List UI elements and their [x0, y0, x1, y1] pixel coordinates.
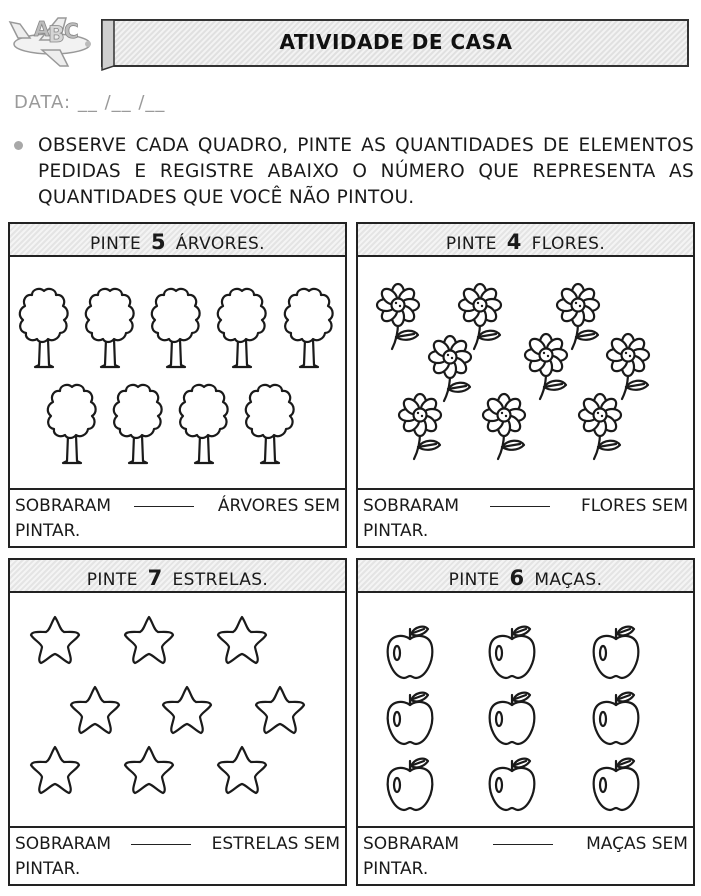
- panel-title: [358, 566, 693, 590]
- title-quantity: 7: [147, 566, 163, 590]
- panel-title: [10, 566, 345, 590]
- flower-icon[interactable]: [576, 395, 634, 461]
- answer-label-right: MAÇAS SEM: [586, 834, 688, 854]
- answer-label-end: PINTAR.: [15, 521, 81, 541]
- panel-title: [358, 230, 693, 254]
- answer-blank[interactable]: [134, 505, 194, 507]
- panel-header: [10, 224, 345, 257]
- tree-icon[interactable]: [150, 285, 202, 369]
- page-title: ATIVIDADE DE CASA: [279, 30, 513, 54]
- apple-icon[interactable]: [590, 625, 642, 681]
- tree-icon[interactable]: [112, 381, 164, 465]
- tree-icon[interactable]: [216, 285, 268, 369]
- title-object: ÁRVORES.: [175, 234, 265, 254]
- panel-stars: [8, 558, 347, 886]
- panel-answer: [10, 488, 345, 546]
- answer-label-end: PINTAR.: [363, 521, 429, 541]
- title-verb: PINTE: [445, 234, 497, 254]
- answer-blank[interactable]: [131, 843, 191, 845]
- answer-label-end: PINTAR.: [363, 859, 429, 879]
- title-object: MAÇAS.: [534, 570, 603, 590]
- answer-label-right: ÁRVORES SEM: [217, 496, 340, 516]
- star-icon[interactable]: [28, 613, 82, 667]
- panel-answer: [10, 826, 345, 884]
- tree-icon[interactable]: [84, 285, 136, 369]
- panel-answer: [358, 826, 693, 884]
- star-icon[interactable]: [253, 683, 307, 737]
- flower-icon[interactable]: [604, 335, 662, 401]
- title-quantity: 4: [506, 230, 522, 254]
- answer-label-left: SOBRARAM: [363, 834, 460, 854]
- star-icon[interactable]: [28, 743, 82, 797]
- apple-icon[interactable]: [384, 625, 436, 681]
- tree-icon[interactable]: [283, 285, 335, 369]
- apple-icon[interactable]: [590, 757, 642, 813]
- tree-icon[interactable]: [18, 285, 70, 369]
- answer-label-left: SOBRARAM: [363, 496, 460, 516]
- instructions-text: OBSERVE CADA QUADRO, PINTE AS QUANTIDADES DE ELEMENTOS PEDIDAS E REGISTRE ABAIXO O NÚMERO QUE REPRESENTA AS QUANTIDADES QUE VOCÊ NÃO PINTOU.: [38, 135, 694, 208]
- logo-airplane-icon: [6, 12, 98, 70]
- answer-label-left: SOBRARAM: [15, 496, 112, 516]
- flower-icon[interactable]: [426, 337, 484, 403]
- panel-header: [358, 224, 693, 257]
- title-verb: PINTE: [86, 570, 138, 590]
- apple-icon[interactable]: [486, 757, 538, 813]
- panel-header: [358, 560, 693, 593]
- flower-icon[interactable]: [480, 395, 538, 461]
- title-quantity: 5: [150, 230, 166, 254]
- answer-label-right: ESTRELAS SEM: [211, 834, 340, 854]
- apple-icon[interactable]: [384, 691, 436, 747]
- answer-blank[interactable]: [490, 505, 550, 507]
- title-object: FLORES.: [531, 234, 606, 254]
- flower-icon[interactable]: [396, 395, 454, 461]
- tree-icon[interactable]: [244, 381, 296, 465]
- svg-text:B: B: [48, 23, 65, 48]
- date-field-label: DATA: __ /__ /__: [14, 92, 166, 113]
- svg-text:A: A: [34, 17, 50, 41]
- answer-label-left: SOBRARAM: [15, 834, 112, 854]
- answer-blank[interactable]: [493, 843, 553, 845]
- star-icon[interactable]: [122, 613, 176, 667]
- answer-label-right: FLORES SEM: [581, 496, 688, 516]
- answer-label-end: PINTAR.: [15, 859, 81, 879]
- svg-text:C: C: [64, 19, 79, 43]
- panel-apples: [356, 558, 695, 886]
- title-object: ESTRELAS.: [172, 570, 269, 590]
- tree-icon[interactable]: [46, 381, 98, 465]
- title-quantity: 6: [509, 566, 525, 590]
- tree-icon[interactable]: [178, 381, 230, 465]
- star-icon[interactable]: [215, 613, 269, 667]
- star-icon[interactable]: [122, 743, 176, 797]
- title-verb: PINTE: [90, 234, 142, 254]
- flower-icon[interactable]: [374, 285, 432, 351]
- apple-icon[interactable]: [486, 625, 538, 681]
- panel-answer: [358, 488, 693, 546]
- star-icon[interactable]: [215, 743, 269, 797]
- bullet-icon: [14, 141, 23, 150]
- panel-flowers: [356, 222, 695, 548]
- panel-header: [10, 560, 345, 593]
- apple-icon[interactable]: [384, 757, 436, 813]
- panel-title: [10, 230, 345, 254]
- title-verb: PINTE: [448, 570, 500, 590]
- apple-icon[interactable]: [590, 691, 642, 747]
- star-icon[interactable]: [160, 683, 214, 737]
- apple-icon[interactable]: [486, 691, 538, 747]
- star-icon[interactable]: [68, 683, 122, 737]
- panel-trees: [8, 222, 347, 548]
- flower-icon[interactable]: [522, 335, 580, 401]
